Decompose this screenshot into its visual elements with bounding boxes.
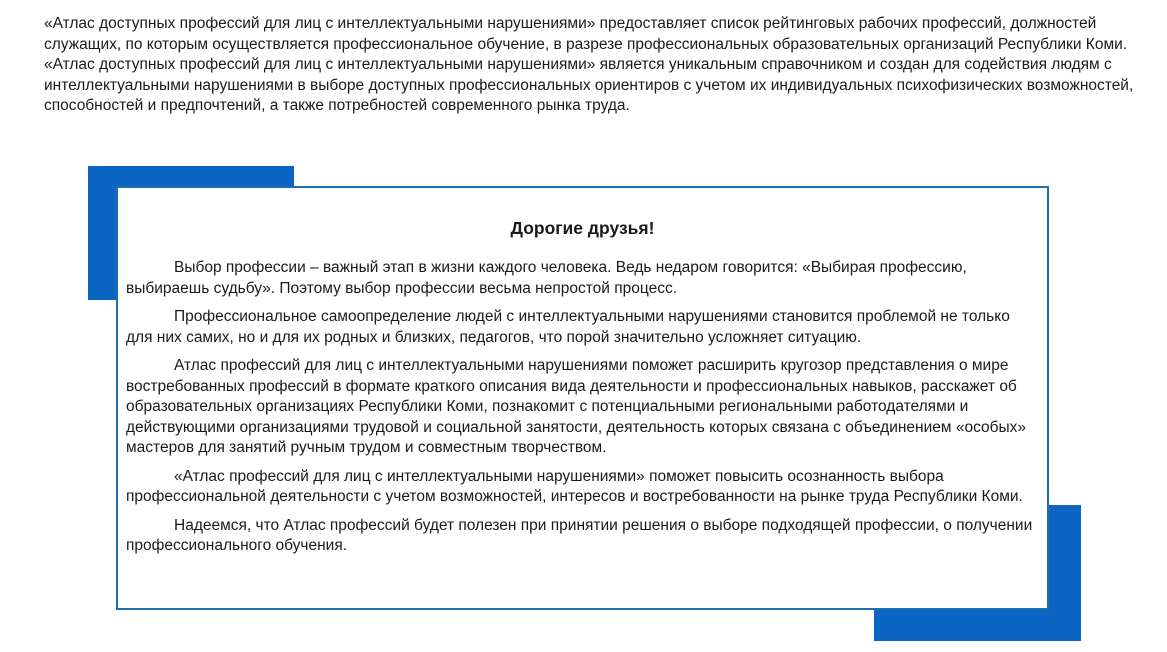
greeting-card [116,186,1049,610]
intro-paragraph-1: «Атлас доступных профессий для лиц с интеллектуальными нарушениями» предоставляет список рейтинговых рабочих профессий, должностей служащих, по которым осуществляется профессиональное обучение, в разрезе профессиональных образовательных организаций Республики Коми. [44,15,1128,53]
card-title: Дорогие друзья! [510,218,655,238]
card-paragraph: «Атлас профессий для лиц с интеллектуальными нарушениями» поможет повысить осознанность выбора профессиональной деятельности с учетом возможностей, интересов и востребованности на рынке труда Республики Коми. [126,467,1023,505]
card-paragraph: Надеемся, что Атлас профессий будет полезен при принятии решения о выборе подходящей профессии, о получении профессионального обучения. [126,516,1033,554]
card-paragraph: Профессиональное самоопределение людей с интеллектуальными нарушениями становится проблемой не только для них самих, но и для их родных и близких, педагогов, что порой значительно усложняет ситуацию. [126,308,1010,346]
card-body [126,258,1038,565]
intro-paragraph-2: «Атлас доступных профессий для лиц с интеллектуальными нарушениями» является уникальным справочником и создан для содействия людям с интеллектуальными нарушениями в выборе доступных профессиональных ориентиров с учетом их индивидуальных психофизических возможностей, способностей и предпочтений, а также потребностей современного рынка труда. [44,56,1134,114]
card-paragraph: Атлас профессий для лиц с интеллектуальными нарушениями поможет расширить кругозор представления о мире востребованных профессий в формате краткого описания вида деятельности и профессиональных навыков, расскажет об образовательных организациях Республики Коми, познакомит с потенциальными региональными работодателями и действующими организациями трудовой и социальной занятости, деятельность которых связана с объединением «особых» мастеров для занятий ручным трудом и совместным творчеством. [126,357,1027,456]
intro-text [44,14,1134,117]
card-paragraph: Выбор профессии – важный этап в жизни каждого человека. Ведь недаром говорится: «Выбирая профессию, выбираешь судьбу». Поэтому выбор профессии весьма непростой процесс. [126,259,967,297]
